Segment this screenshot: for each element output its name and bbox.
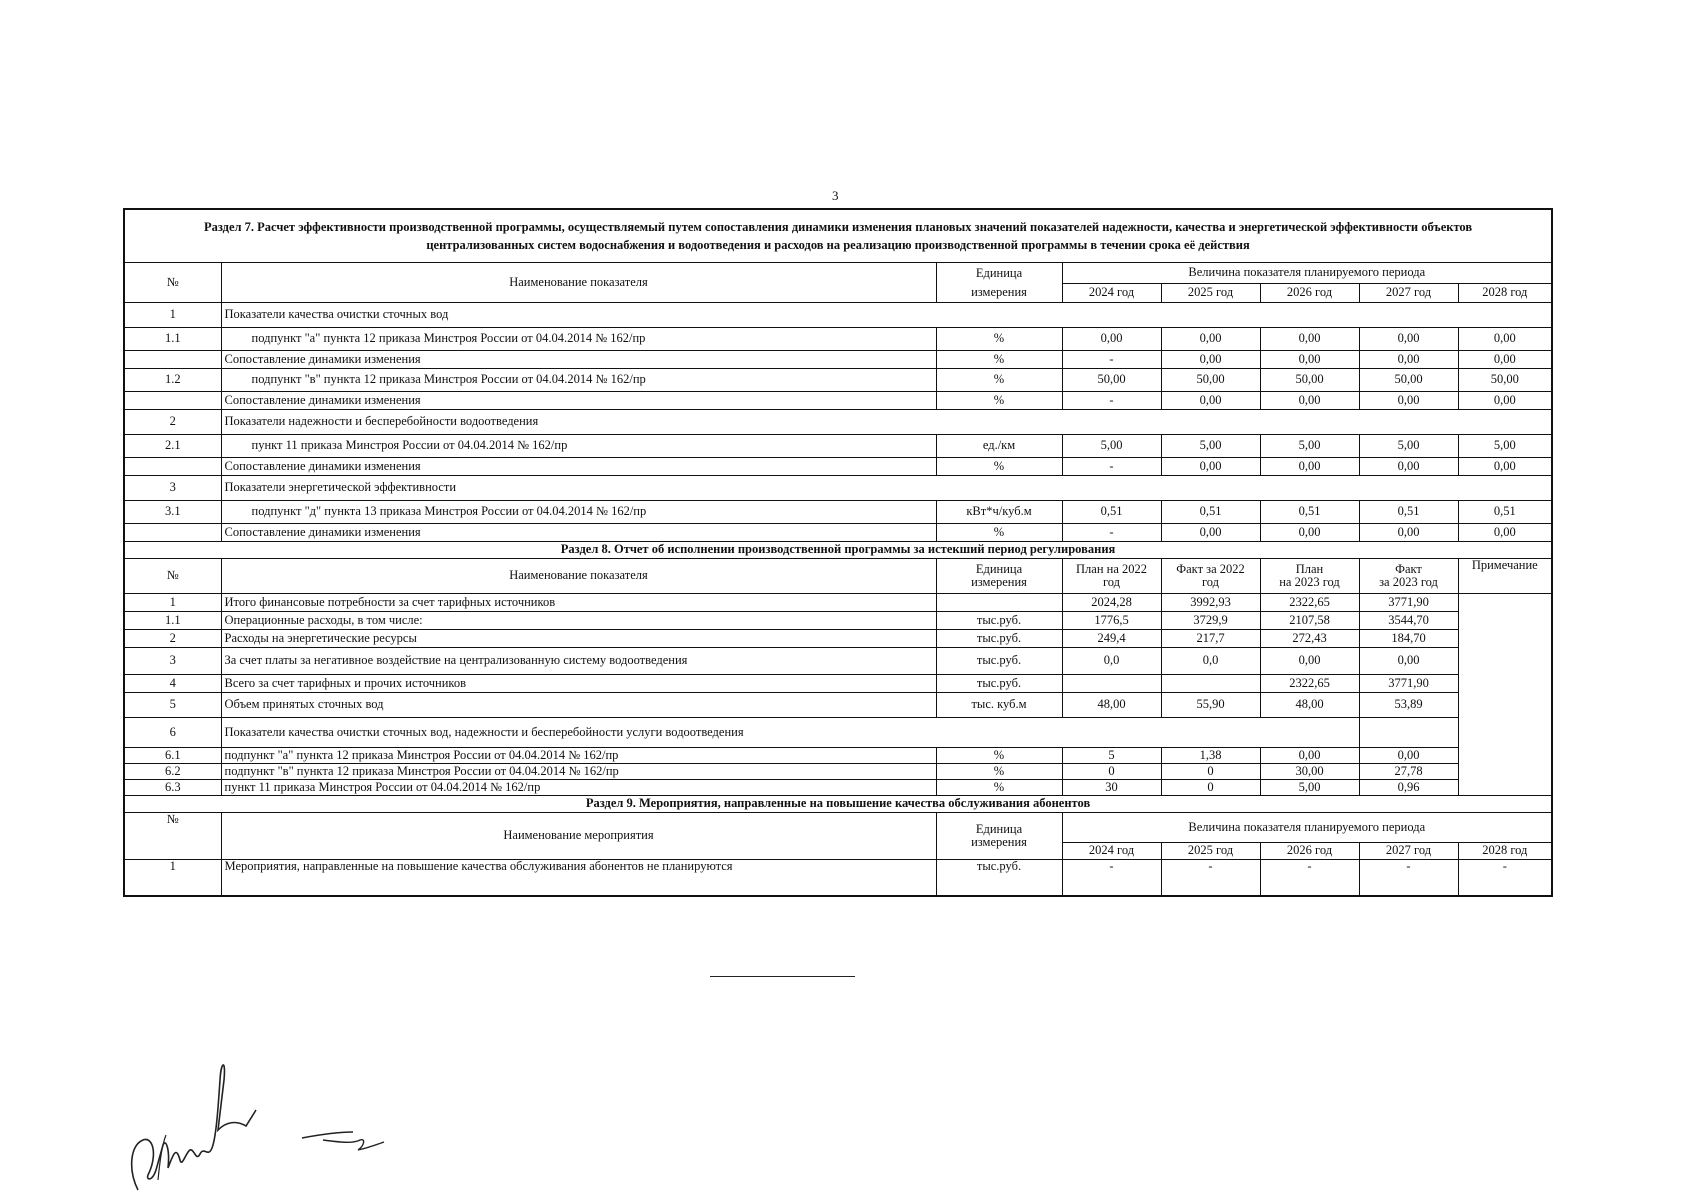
row-value: 0,51 bbox=[1062, 501, 1161, 524]
section8-data-row bbox=[124, 675, 1552, 693]
note-cell bbox=[1458, 594, 1552, 796]
row-value: - bbox=[1062, 351, 1161, 369]
row-value: 0,00 bbox=[1458, 351, 1552, 369]
row-value: 30 bbox=[1062, 780, 1161, 796]
section8-data-row bbox=[124, 764, 1552, 780]
row-number: 4 bbox=[124, 675, 221, 693]
hdr-year: 2025 год bbox=[1161, 843, 1260, 860]
signature-image bbox=[118, 1050, 288, 1200]
row-name: Объем принятых сточных вод bbox=[221, 693, 936, 718]
hdr-year: 2024 год bbox=[1062, 843, 1161, 860]
row-unit: тыс. куб.м bbox=[936, 693, 1062, 718]
row-number: 6.3 bbox=[124, 780, 221, 796]
row-unit: % bbox=[936, 458, 1062, 476]
hdr-year: 2027 год bbox=[1359, 284, 1458, 303]
bottom-rule bbox=[710, 976, 855, 977]
row-unit: тыс.руб. bbox=[936, 675, 1062, 693]
row-value: 53,89 bbox=[1359, 693, 1458, 718]
row-value: 2024,28 bbox=[1062, 594, 1161, 612]
row-value: 0,00 bbox=[1161, 328, 1260, 351]
hdr-period: Величина показателя планируемого периода bbox=[1062, 813, 1552, 843]
row-value: 2322,65 bbox=[1260, 594, 1359, 612]
row-number bbox=[124, 458, 221, 476]
row-value: 0,00 bbox=[1260, 748, 1359, 764]
row-unit: тыс.руб. bbox=[936, 860, 1062, 896]
row-unit: % bbox=[936, 328, 1062, 351]
row-value: 272,43 bbox=[1260, 630, 1359, 648]
row-value: 30,00 bbox=[1260, 764, 1359, 780]
section8-header-row bbox=[124, 559, 1552, 594]
section7-data-row bbox=[124, 458, 1552, 476]
hdr-number: № bbox=[124, 813, 221, 860]
hdr-year: 2024 год bbox=[1062, 284, 1161, 303]
section8-data-row bbox=[124, 718, 1552, 748]
row-number bbox=[124, 351, 221, 369]
section9-title-row bbox=[124, 796, 1552, 813]
section8-data-row bbox=[124, 594, 1552, 612]
row-name: подпункт "в" пункта 12 приказа Минстроя России от 04.04.2014 № 162/пр bbox=[221, 764, 936, 780]
row-value: 184,70 bbox=[1359, 630, 1458, 648]
section8-data-row bbox=[124, 612, 1552, 630]
row-name: Операционные расходы, в том числе: bbox=[221, 612, 936, 630]
section8-data-row bbox=[124, 648, 1552, 675]
row-name: Сопоставление динамики изменения bbox=[221, 351, 936, 369]
hdr-unit: Единица измерения bbox=[936, 813, 1062, 860]
row-value: 0,00 bbox=[1260, 458, 1359, 476]
row-number: 3.1 bbox=[124, 501, 221, 524]
row-number: 1 bbox=[124, 860, 221, 896]
hdr-name: Наименование мероприятия bbox=[221, 813, 936, 860]
row-value: 50,00 bbox=[1062, 369, 1161, 392]
section7-data-row bbox=[124, 524, 1552, 542]
row-value: 50,00 bbox=[1359, 369, 1458, 392]
hdr-number: № bbox=[124, 263, 221, 303]
section9-data-row bbox=[124, 860, 1552, 896]
row-value: 0,00 bbox=[1458, 524, 1552, 542]
row-value: 5,00 bbox=[1062, 435, 1161, 458]
row-value: 5,00 bbox=[1359, 435, 1458, 458]
section9-title: Раздел 9. Мероприятия, направленные на повышение качества обслуживания абонентов bbox=[124, 796, 1552, 813]
row-value: 55,90 bbox=[1161, 693, 1260, 718]
row-name: Расходы на энергетические ресурсы bbox=[221, 630, 936, 648]
row-value: 1776,5 bbox=[1062, 612, 1161, 630]
row-value bbox=[1359, 718, 1458, 748]
row-number: 1 bbox=[124, 303, 221, 328]
row-name: Сопоставление динамики изменения bbox=[221, 458, 936, 476]
page-number: 3 bbox=[832, 188, 839, 203]
section7-group-row bbox=[124, 303, 1552, 328]
main-table bbox=[123, 208, 1553, 897]
hdr-name: Наименование показателя bbox=[221, 263, 936, 303]
row-unit bbox=[936, 594, 1062, 612]
row-value: 5,00 bbox=[1458, 435, 1552, 458]
hdr-period-col: Факт за 2023 год bbox=[1359, 559, 1458, 594]
row-value: 0,0 bbox=[1161, 648, 1260, 675]
row-name: пункт 11 приказа Минстроя России от 04.04.2014 № 162/пр bbox=[221, 780, 936, 796]
row-value: 0,51 bbox=[1359, 501, 1458, 524]
hdr-number: № bbox=[124, 559, 221, 594]
row-value: 0,00 bbox=[1161, 458, 1260, 476]
row-value: 48,00 bbox=[1062, 693, 1161, 718]
row-value: 0,00 bbox=[1359, 524, 1458, 542]
hdr-year: 2028 год bbox=[1458, 284, 1552, 303]
row-name: Итого финансовые потребности за счет тарифных источников bbox=[221, 594, 936, 612]
section8-title: Раздел 8. Отчет об исполнении производственной программы за истекший период регулирования bbox=[124, 542, 1552, 559]
row-value: 249,4 bbox=[1062, 630, 1161, 648]
row-value: 50,00 bbox=[1260, 369, 1359, 392]
hdr-year: 2026 год bbox=[1260, 284, 1359, 303]
row-value: 0,51 bbox=[1260, 501, 1359, 524]
row-value: 0,00 bbox=[1260, 524, 1359, 542]
section7-data-row bbox=[124, 435, 1552, 458]
row-number: 3 bbox=[124, 648, 221, 675]
row-value: 217,7 bbox=[1161, 630, 1260, 648]
row-number: 1.1 bbox=[124, 328, 221, 351]
row-value: 0,00 bbox=[1458, 458, 1552, 476]
row-value: 0,00 bbox=[1359, 328, 1458, 351]
section8-data-row bbox=[124, 693, 1552, 718]
section8-data-row bbox=[124, 780, 1552, 796]
row-unit: % bbox=[936, 748, 1062, 764]
row-value: 0,00 bbox=[1458, 328, 1552, 351]
row-unit: тыс.руб. bbox=[936, 648, 1062, 675]
section8-data-row bbox=[124, 630, 1552, 648]
row-value: 0 bbox=[1062, 764, 1161, 780]
row-unit: % bbox=[936, 780, 1062, 796]
row-value: 0,00 bbox=[1359, 748, 1458, 764]
row-value: 0,0 bbox=[1062, 648, 1161, 675]
row-value bbox=[1062, 675, 1161, 693]
section7-title: Раздел 7. Расчет эффективности производственной программы, осуществляемый путем сопоставления динамики изменения плановых значений показателей надежности, качества и энергетической эффективности объектов централизованных систем водоснабжения и водоотведения и расходов на реализацию производственной программы в течении срока её действия bbox=[124, 209, 1552, 263]
row-value: 0,00 bbox=[1260, 328, 1359, 351]
row-value: 0,00 bbox=[1359, 351, 1458, 369]
row-name: Показатели качества очистки сточных вод bbox=[221, 303, 1552, 328]
row-value: 27,78 bbox=[1359, 764, 1458, 780]
row-number: 3 bbox=[124, 476, 221, 501]
row-value: - bbox=[1359, 860, 1458, 896]
row-value: - bbox=[1062, 458, 1161, 476]
section7-data-row bbox=[124, 392, 1552, 410]
row-unit: кВт*ч/куб.м bbox=[936, 501, 1062, 524]
row-value: 48,00 bbox=[1260, 693, 1359, 718]
row-value: 0 bbox=[1161, 764, 1260, 780]
row-value bbox=[1161, 675, 1260, 693]
hdr-year: 2028 год bbox=[1458, 843, 1552, 860]
row-name: Показатели надежности и бесперебойности водоотведения bbox=[221, 410, 1552, 435]
row-name: Всего за счет тарифных и прочих источников bbox=[221, 675, 936, 693]
hdr-note: Примечание bbox=[1458, 559, 1552, 594]
row-value: 0,51 bbox=[1458, 501, 1552, 524]
row-value: - bbox=[1458, 860, 1552, 896]
section7-data-row bbox=[124, 351, 1552, 369]
hdr-year: 2025 год bbox=[1161, 284, 1260, 303]
row-unit: тыс.руб. bbox=[936, 612, 1062, 630]
hdr-unit-2: измерения bbox=[936, 284, 1062, 303]
row-value: 5,00 bbox=[1260, 435, 1359, 458]
hdr-name: Наименование показателя bbox=[221, 559, 936, 594]
row-number: 2 bbox=[124, 630, 221, 648]
row-value: 5,00 bbox=[1161, 435, 1260, 458]
row-unit: % bbox=[936, 351, 1062, 369]
row-name: подпункт "д" пункта 13 приказа Минстроя России от 04.04.2014 № 162/пр bbox=[221, 501, 936, 524]
row-value: 5,00 bbox=[1260, 780, 1359, 796]
section7-title-row bbox=[124, 209, 1552, 263]
row-value: - bbox=[1062, 860, 1161, 896]
row-number: 1.2 bbox=[124, 369, 221, 392]
row-value: 50,00 bbox=[1161, 369, 1260, 392]
row-number: 5 bbox=[124, 693, 221, 718]
row-value: 0,51 bbox=[1161, 501, 1260, 524]
row-unit: % bbox=[936, 392, 1062, 410]
row-name: подпункт "в" пункта 12 приказа Минстроя России от 04.04.2014 № 162/пр bbox=[221, 369, 936, 392]
row-value: 0,00 bbox=[1359, 458, 1458, 476]
row-name: Показатели качества очистки сточных вод, надежности и бесперебойности услуги водоотведения bbox=[221, 718, 1359, 748]
hdr-unit: Единица bbox=[936, 263, 1062, 284]
row-value: - bbox=[1260, 860, 1359, 896]
row-unit: ед./км bbox=[936, 435, 1062, 458]
row-number: 1.1 bbox=[124, 612, 221, 630]
row-value: 5 bbox=[1062, 748, 1161, 764]
row-value: 3992,93 bbox=[1161, 594, 1260, 612]
section8-title-row bbox=[124, 542, 1552, 559]
row-name: пункт 11 приказа Минстроя России от 04.04.2014 № 162/пр bbox=[221, 435, 936, 458]
section7-data-row bbox=[124, 328, 1552, 351]
row-unit: % bbox=[936, 524, 1062, 542]
row-value: 0,00 bbox=[1161, 524, 1260, 542]
section7-group-row bbox=[124, 476, 1552, 501]
row-number: 6.1 bbox=[124, 748, 221, 764]
row-value: 0,00 bbox=[1260, 392, 1359, 410]
row-value: 0,00 bbox=[1359, 648, 1458, 675]
row-value: 2322,65 bbox=[1260, 675, 1359, 693]
row-number bbox=[124, 392, 221, 410]
row-value: - bbox=[1062, 392, 1161, 410]
row-value: 3729,9 bbox=[1161, 612, 1260, 630]
hdr-unit: Единица измерения bbox=[936, 559, 1062, 594]
row-name: Сопоставление динамики изменения bbox=[221, 524, 936, 542]
row-name: Сопоставление динамики изменения bbox=[221, 392, 936, 410]
row-name: Показатели энергетической эффективности bbox=[221, 476, 1552, 501]
hdr-year: 2026 год bbox=[1260, 843, 1359, 860]
row-number: 6.2 bbox=[124, 764, 221, 780]
row-unit: % bbox=[936, 369, 1062, 392]
row-value: - bbox=[1161, 860, 1260, 896]
row-number: 2.1 bbox=[124, 435, 221, 458]
hdr-period-col: План на 2022 год bbox=[1062, 559, 1161, 594]
row-number: 1 bbox=[124, 594, 221, 612]
section7-group-row bbox=[124, 410, 1552, 435]
row-number: 2 bbox=[124, 410, 221, 435]
row-unit: % bbox=[936, 764, 1062, 780]
row-value: 0,00 bbox=[1359, 392, 1458, 410]
section9-header-row bbox=[124, 813, 1552, 843]
section8-data-row bbox=[124, 748, 1552, 764]
row-value: 0,96 bbox=[1359, 780, 1458, 796]
hdr-period: Величина показателя планируемого периода bbox=[1062, 263, 1552, 284]
row-value: 0,00 bbox=[1062, 328, 1161, 351]
hdr-period-col: План на 2023 год bbox=[1260, 559, 1359, 594]
hdr-period-col: Факт за 2022 год bbox=[1161, 559, 1260, 594]
row-value: - bbox=[1062, 524, 1161, 542]
row-value: 3544,70 bbox=[1359, 612, 1458, 630]
row-number: 6 bbox=[124, 718, 221, 748]
row-value: 2107,58 bbox=[1260, 612, 1359, 630]
hdr-year: 2027 год bbox=[1359, 843, 1458, 860]
row-value: 3771,90 bbox=[1359, 594, 1458, 612]
row-name: За счет платы за негативное воздействие на централизованную систему водоотведения bbox=[221, 648, 936, 675]
row-value: 1,38 bbox=[1161, 748, 1260, 764]
second-signature-image bbox=[298, 1120, 388, 1160]
section7-data-row bbox=[124, 369, 1552, 392]
row-value: 0,00 bbox=[1161, 351, 1260, 369]
row-value: 0,00 bbox=[1161, 392, 1260, 410]
row-name: подпункт "а" пункта 12 приказа Минстроя России от 04.04.2014 № 162/пр bbox=[221, 748, 936, 764]
row-value: 0,00 bbox=[1260, 648, 1359, 675]
row-value: 0,00 bbox=[1458, 392, 1552, 410]
row-value: 0 bbox=[1161, 780, 1260, 796]
section7-header-row bbox=[124, 263, 1552, 284]
section7-data-row bbox=[124, 501, 1552, 524]
row-value: 50,00 bbox=[1458, 369, 1552, 392]
row-number bbox=[124, 524, 221, 542]
row-unit: тыс.руб. bbox=[936, 630, 1062, 648]
row-value: 0,00 bbox=[1260, 351, 1359, 369]
table-body bbox=[124, 209, 1552, 896]
row-name: Мероприятия, направленные на повышение качества обслуживания абонентов не планируются bbox=[221, 860, 936, 896]
row-name: подпункт "а" пункта 12 приказа Минстроя России от 04.04.2014 № 162/пр bbox=[221, 328, 936, 351]
row-value: 3771,90 bbox=[1359, 675, 1458, 693]
